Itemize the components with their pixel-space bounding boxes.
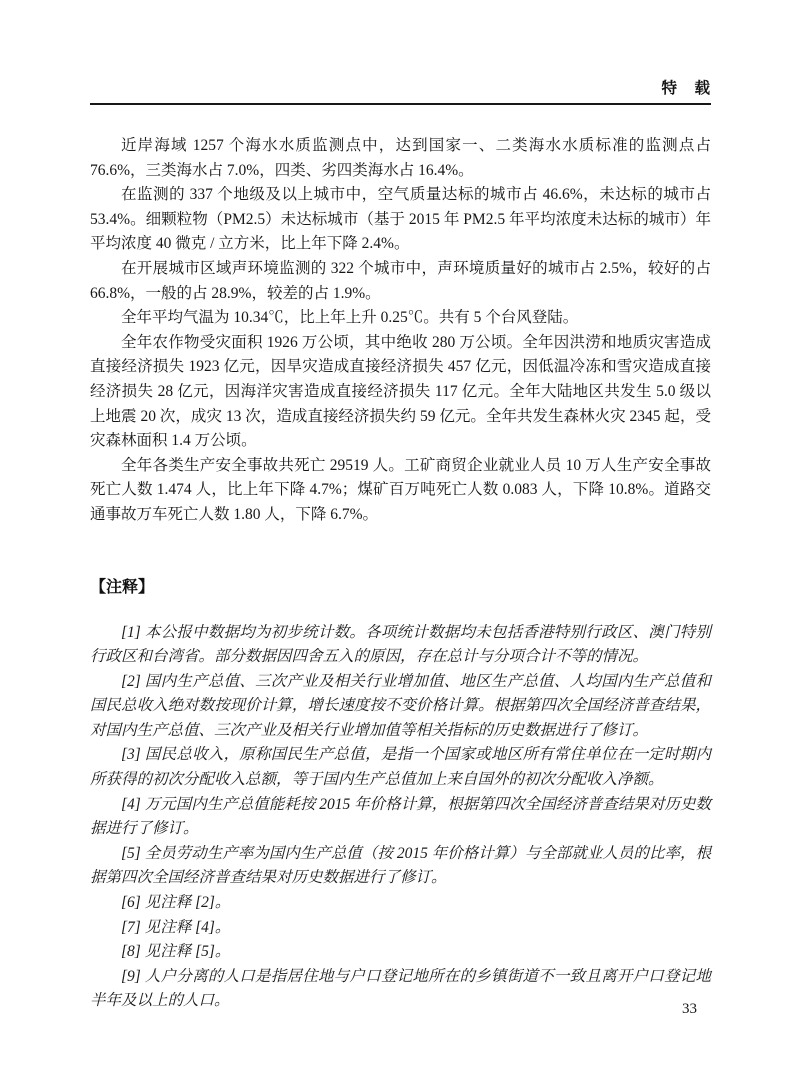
note-item: [1] 本公报中数据均为初步统计数。各项统计数据均未包括香港特别行政区、澳门特别行政区和台湾省。部分数据因四舍五入的原因，存在总计与分项合计不等的情况。 xyxy=(90,623,711,666)
body-paragraph: 近岸海域 1257 个海水水质监测点中，达到国家一、二类海水水质标准的监测点占 76.6%，三类海水占 7.0%，四类、劣四类海水占 16.4%。 xyxy=(90,137,711,179)
note-item: [5] 全员劳动生产率为国内生产总值（按 2015 年价格计算）与全部就业人员的比率，根据第四次全国经济普查结果对历史数据进行了修订。 xyxy=(90,844,711,887)
body-paragraph: 全年平均气温为 10.34℃，比上年上升 0.25℃。共有 5 个台风登陆。 xyxy=(121,309,579,327)
body-paragraph: 全年各类生产安全事故共死亡 29519 人。工矿商贸企业就业人员 10 万人生产安全事故死亡人数 1.474 人，比上年下降 4.7%；煤矿百万吨死亡人数 0.083 人，下降 10.8%。道路交通事故万车死亡人数 1.80 人，下降 6.7%。 xyxy=(90,456,711,523)
body-paragraph: 全年农作物受灾面积 1926 万公顷，其中绝收 280 万公顷。全年因洪涝和地质灾害造成直接经济损失 1923 亿元，因旱灾造成直接经济损失 457 亿元，因低温冷冻和雪灾造成直接经济损失 28 亿元，因海洋灾害造成直接经济损失 117 亿元。全年大陆地区共发生 5.0 级以上地震 20 次，成灾 13 次，造成直接经济损失约 59 亿元。全年共发生森林火灾 2345 起，受灾森林面积 1.4 万公顷。 xyxy=(90,333,711,450)
note-item: [6] 见注释 [2]。 xyxy=(121,894,231,912)
page-number: 33 xyxy=(682,1001,697,1017)
body-text-block xyxy=(90,134,711,528)
page-header xyxy=(90,0,711,98)
notes-block xyxy=(90,621,711,1015)
body-paragraph: 在监测的 337 个地级及以上城市中，空气质量达标的城市占 46.6%，未达标的城市占 53.4%。细颗粒物（PM2.5）未达标城市（基于 2015 年 PM2.5 年平均浓度未达标的城市）年平均浓度 40 微克 / 立方米，比上年下降 2.4%。 xyxy=(90,186,711,253)
note-item: [2] 国内生产总值、三次产业及相关行业增加值、地区生产总值、人均国内生产总值和国民总收入绝对数按现价计算，增长速度按不变价格计算。根据第四次全国经济普查结果，对国内生产总值、三次产业及相关行业增加值等相关指标的历史数据进行了修订。 xyxy=(90,672,711,739)
note-item: [9] 人户分离的人口是指居住地与户口登记地所在的乡镇街道不一致且离开户口登记地半年及以上的人口。 xyxy=(90,967,711,1010)
running-head-title: 特 载 xyxy=(661,80,711,97)
note-item: [7] 见注释 [4]。 xyxy=(121,918,231,936)
header-rule xyxy=(90,103,711,105)
notes-heading: 【注释】 xyxy=(90,578,155,596)
note-item: [4] 万元国内生产总值能耗按 2015 年价格计算，根据第四次全国经济普查结果对历史数据进行了修订。 xyxy=(90,795,711,838)
note-item: [8] 见注释 [5]。 xyxy=(121,943,231,961)
body-paragraph: 在开展城市区域声环境监测的 322 个城市中，声环境质量好的城市占 2.5%，较好的占 66.8%，一般的占 28.9%，较差的占 1.9%。 xyxy=(90,259,711,302)
note-item: [3] 国民总收入，原称国民生产总值，是指一个国家或地区所有常住单位在一定时期内所获得的初次分配收入总额，等于国内生产总值加上来自国外的初次分配收入净额。 xyxy=(90,746,711,789)
page-content xyxy=(90,0,711,1014)
